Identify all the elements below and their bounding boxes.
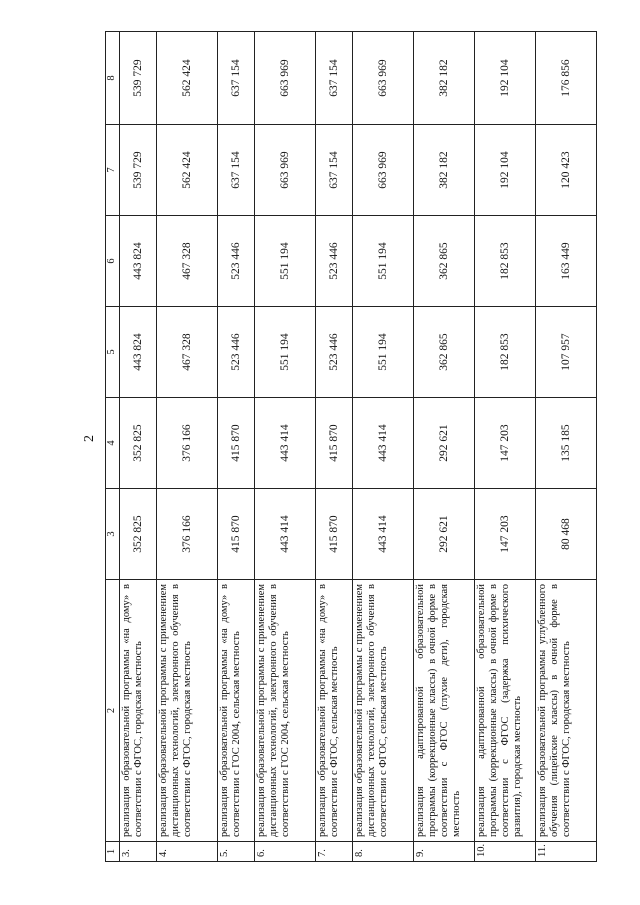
page-number: 2 bbox=[82, 435, 97, 442]
value-col-5: 182 853 bbox=[475, 307, 536, 398]
value-col-8: 637 154 bbox=[316, 32, 353, 125]
row-number: 9. bbox=[414, 842, 475, 862]
value-col-6: 551 194 bbox=[353, 216, 414, 307]
value-col-6: 182 853 bbox=[475, 216, 536, 307]
header-cell: 1 bbox=[106, 842, 120, 862]
table-row bbox=[316, 32, 353, 862]
value-col-4: 415 870 bbox=[218, 398, 255, 489]
value-col-4: 135 185 bbox=[536, 398, 597, 489]
header-cell: 2 bbox=[106, 580, 120, 842]
value-col-5: 107 957 bbox=[536, 307, 597, 398]
value-col-8: 192 104 bbox=[475, 32, 536, 125]
value-col-8: 663 969 bbox=[353, 32, 414, 125]
value-col-4: 443 414 bbox=[353, 398, 414, 489]
row-description: реализация адаптированной образовательной программы (коррекционные классы) в очной форме в соответствии с ФГОС (глухие дети), городская местность bbox=[414, 580, 475, 842]
value-col-7: 637 154 bbox=[316, 125, 353, 216]
table-row bbox=[157, 32, 218, 862]
value-col-3: 415 870 bbox=[316, 489, 353, 580]
value-col-3: 376 166 bbox=[157, 489, 218, 580]
table-row bbox=[255, 32, 316, 862]
tariff-table bbox=[105, 31, 597, 862]
value-col-6: 362 865 bbox=[414, 216, 475, 307]
table-row bbox=[120, 32, 157, 862]
value-col-6: 551 194 bbox=[255, 216, 316, 307]
rotated-table-container bbox=[105, 32, 597, 862]
value-col-4: 352 825 bbox=[120, 398, 157, 489]
row-number: 11. bbox=[536, 842, 597, 862]
value-col-3: 443 414 bbox=[255, 489, 316, 580]
row-number: 3. bbox=[120, 842, 157, 862]
row-number: 8. bbox=[353, 842, 414, 862]
value-col-5: 523 446 bbox=[218, 307, 255, 398]
value-col-8: 382 182 bbox=[414, 32, 475, 125]
value-col-3: 443 414 bbox=[353, 489, 414, 580]
value-col-4: 376 166 bbox=[157, 398, 218, 489]
value-col-5: 523 446 bbox=[316, 307, 353, 398]
row-number: 4. bbox=[157, 842, 218, 862]
header-cell: 3 bbox=[106, 489, 120, 580]
value-col-4: 443 414 bbox=[255, 398, 316, 489]
value-col-8: 539 729 bbox=[120, 32, 157, 125]
row-description: реализация образовательной программы «на дому» в соответствии с ФГОС, сельская местность bbox=[316, 580, 353, 842]
row-description: реализация образовательной программы «на дому» в соответствии с ГОС 2004, сельская местность bbox=[218, 580, 255, 842]
value-col-6: 163 449 bbox=[536, 216, 597, 307]
header-cell: 6 bbox=[106, 216, 120, 307]
header-cell: 8 bbox=[106, 32, 120, 125]
value-col-7: 120 423 bbox=[536, 125, 597, 216]
value-col-4: 147 203 bbox=[475, 398, 536, 489]
row-number: 10. bbox=[475, 842, 536, 862]
table-row bbox=[475, 32, 536, 862]
row-number: 6. bbox=[255, 842, 316, 862]
table-row bbox=[414, 32, 475, 862]
value-col-6: 443 824 bbox=[120, 216, 157, 307]
value-col-5: 467 328 bbox=[157, 307, 218, 398]
value-col-3: 292 621 bbox=[414, 489, 475, 580]
row-number: 7. bbox=[316, 842, 353, 862]
row-description: реализация адаптированной образовательной программы (коррекционные классы) в очной форме в соответствии с ФГОС (задержка психического развития), городская местность bbox=[475, 580, 536, 842]
value-col-7: 192 104 bbox=[475, 125, 536, 216]
row-description: реализация образовательной программы с применением дистанционных технологий, электронного обучения в соответствии с ФГОС, сельская местность bbox=[353, 580, 414, 842]
value-col-3: 80 468 bbox=[536, 489, 597, 580]
header-row bbox=[106, 32, 120, 862]
value-col-4: 415 870 bbox=[316, 398, 353, 489]
row-description: реализация образовательной программы с применением дистанционных технологий, электронного обучения в соответствии с ГОС 2004, сельская местность bbox=[255, 580, 316, 842]
row-number: 5. bbox=[218, 842, 255, 862]
value-col-7: 663 969 bbox=[353, 125, 414, 216]
row-description: реализация образовательной программы с применением дистанционных технологий, электронного обучения в соответствии с ФГОС, городская местность bbox=[157, 580, 218, 842]
value-col-7: 382 182 bbox=[414, 125, 475, 216]
value-col-8: 637 154 bbox=[218, 32, 255, 125]
value-col-3: 415 870 bbox=[218, 489, 255, 580]
value-col-4: 292 621 bbox=[414, 398, 475, 489]
table-row bbox=[353, 32, 414, 862]
table-row bbox=[536, 32, 597, 862]
value-col-6: 523 446 bbox=[316, 216, 353, 307]
value-col-8: 663 969 bbox=[255, 32, 316, 125]
value-col-7: 663 969 bbox=[255, 125, 316, 216]
value-col-5: 443 824 bbox=[120, 307, 157, 398]
value-col-5: 362 865 bbox=[414, 307, 475, 398]
value-col-7: 539 729 bbox=[120, 125, 157, 216]
value-col-7: 637 154 bbox=[218, 125, 255, 216]
value-col-7: 562 424 bbox=[157, 125, 218, 216]
value-col-6: 467 328 bbox=[157, 216, 218, 307]
header-cell: 5 bbox=[106, 307, 120, 398]
value-col-3: 352 825 bbox=[120, 489, 157, 580]
value-col-3: 147 203 bbox=[475, 489, 536, 580]
value-col-6: 523 446 bbox=[218, 216, 255, 307]
table-row bbox=[218, 32, 255, 862]
value-col-8: 562 424 bbox=[157, 32, 218, 125]
value-col-5: 551 194 bbox=[255, 307, 316, 398]
row-description: реализация образовательной программы углубленного обучения (лицейские классы) в очной форме в соответствии с ФГОС, городская местность bbox=[536, 580, 597, 842]
value-col-5: 551 194 bbox=[353, 307, 414, 398]
row-description: реализация образовательной программы «на дому» в соответствии с ФГОС, городская местность bbox=[120, 580, 157, 842]
value-col-8: 176 856 bbox=[536, 32, 597, 125]
header-cell: 7 bbox=[106, 125, 120, 216]
header-cell: 4 bbox=[106, 398, 120, 489]
